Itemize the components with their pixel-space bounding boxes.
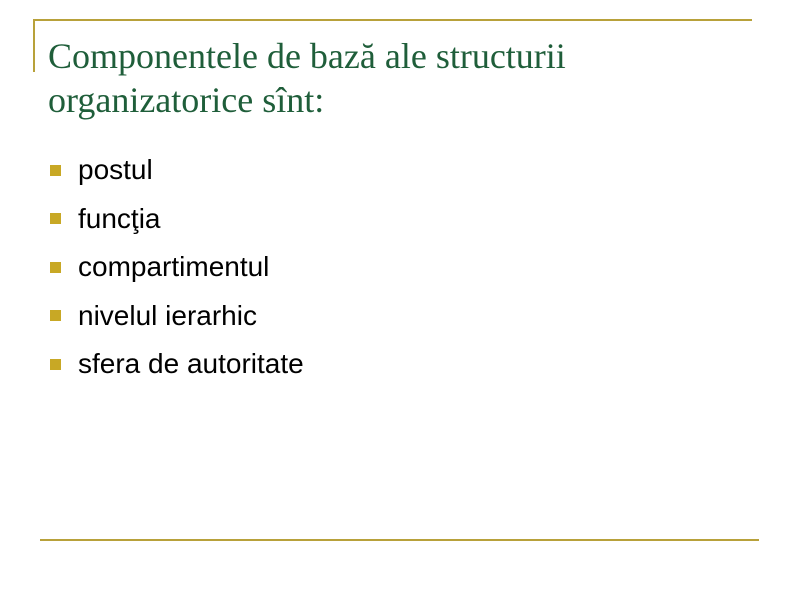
- bullet-text: compartimentul: [78, 251, 270, 283]
- bullet-item-sfera-de-autoritate: [50, 340, 304, 389]
- square-bullet-icon: [50, 359, 61, 370]
- bullet-list: [50, 146, 304, 389]
- slide-title-line-2: organizatorice sînt:: [48, 80, 325, 120]
- left-rule: [33, 19, 35, 72]
- bullet-text: funcţia: [78, 202, 161, 234]
- bullet-text: sfera de autoritate: [78, 348, 304, 380]
- bullet-item-nivelul-ierarhic: [50, 292, 304, 341]
- slide-title: [48, 34, 738, 122]
- bullet-item-compartimentul: [50, 243, 304, 292]
- slide-title-line-1: Componentele de bază ale structurii: [48, 36, 566, 76]
- top-rule: [34, 19, 752, 21]
- bottom-rule: [40, 539, 759, 541]
- square-bullet-icon: [50, 262, 61, 273]
- square-bullet-icon: [50, 310, 61, 321]
- square-bullet-icon: [50, 213, 61, 224]
- bullet-text: nivelul ierarhic: [78, 299, 257, 331]
- square-bullet-icon: [50, 165, 61, 176]
- bullet-item-postul: [50, 146, 304, 195]
- bullet-item-functia: [50, 195, 304, 244]
- bullet-text: postul: [78, 154, 153, 186]
